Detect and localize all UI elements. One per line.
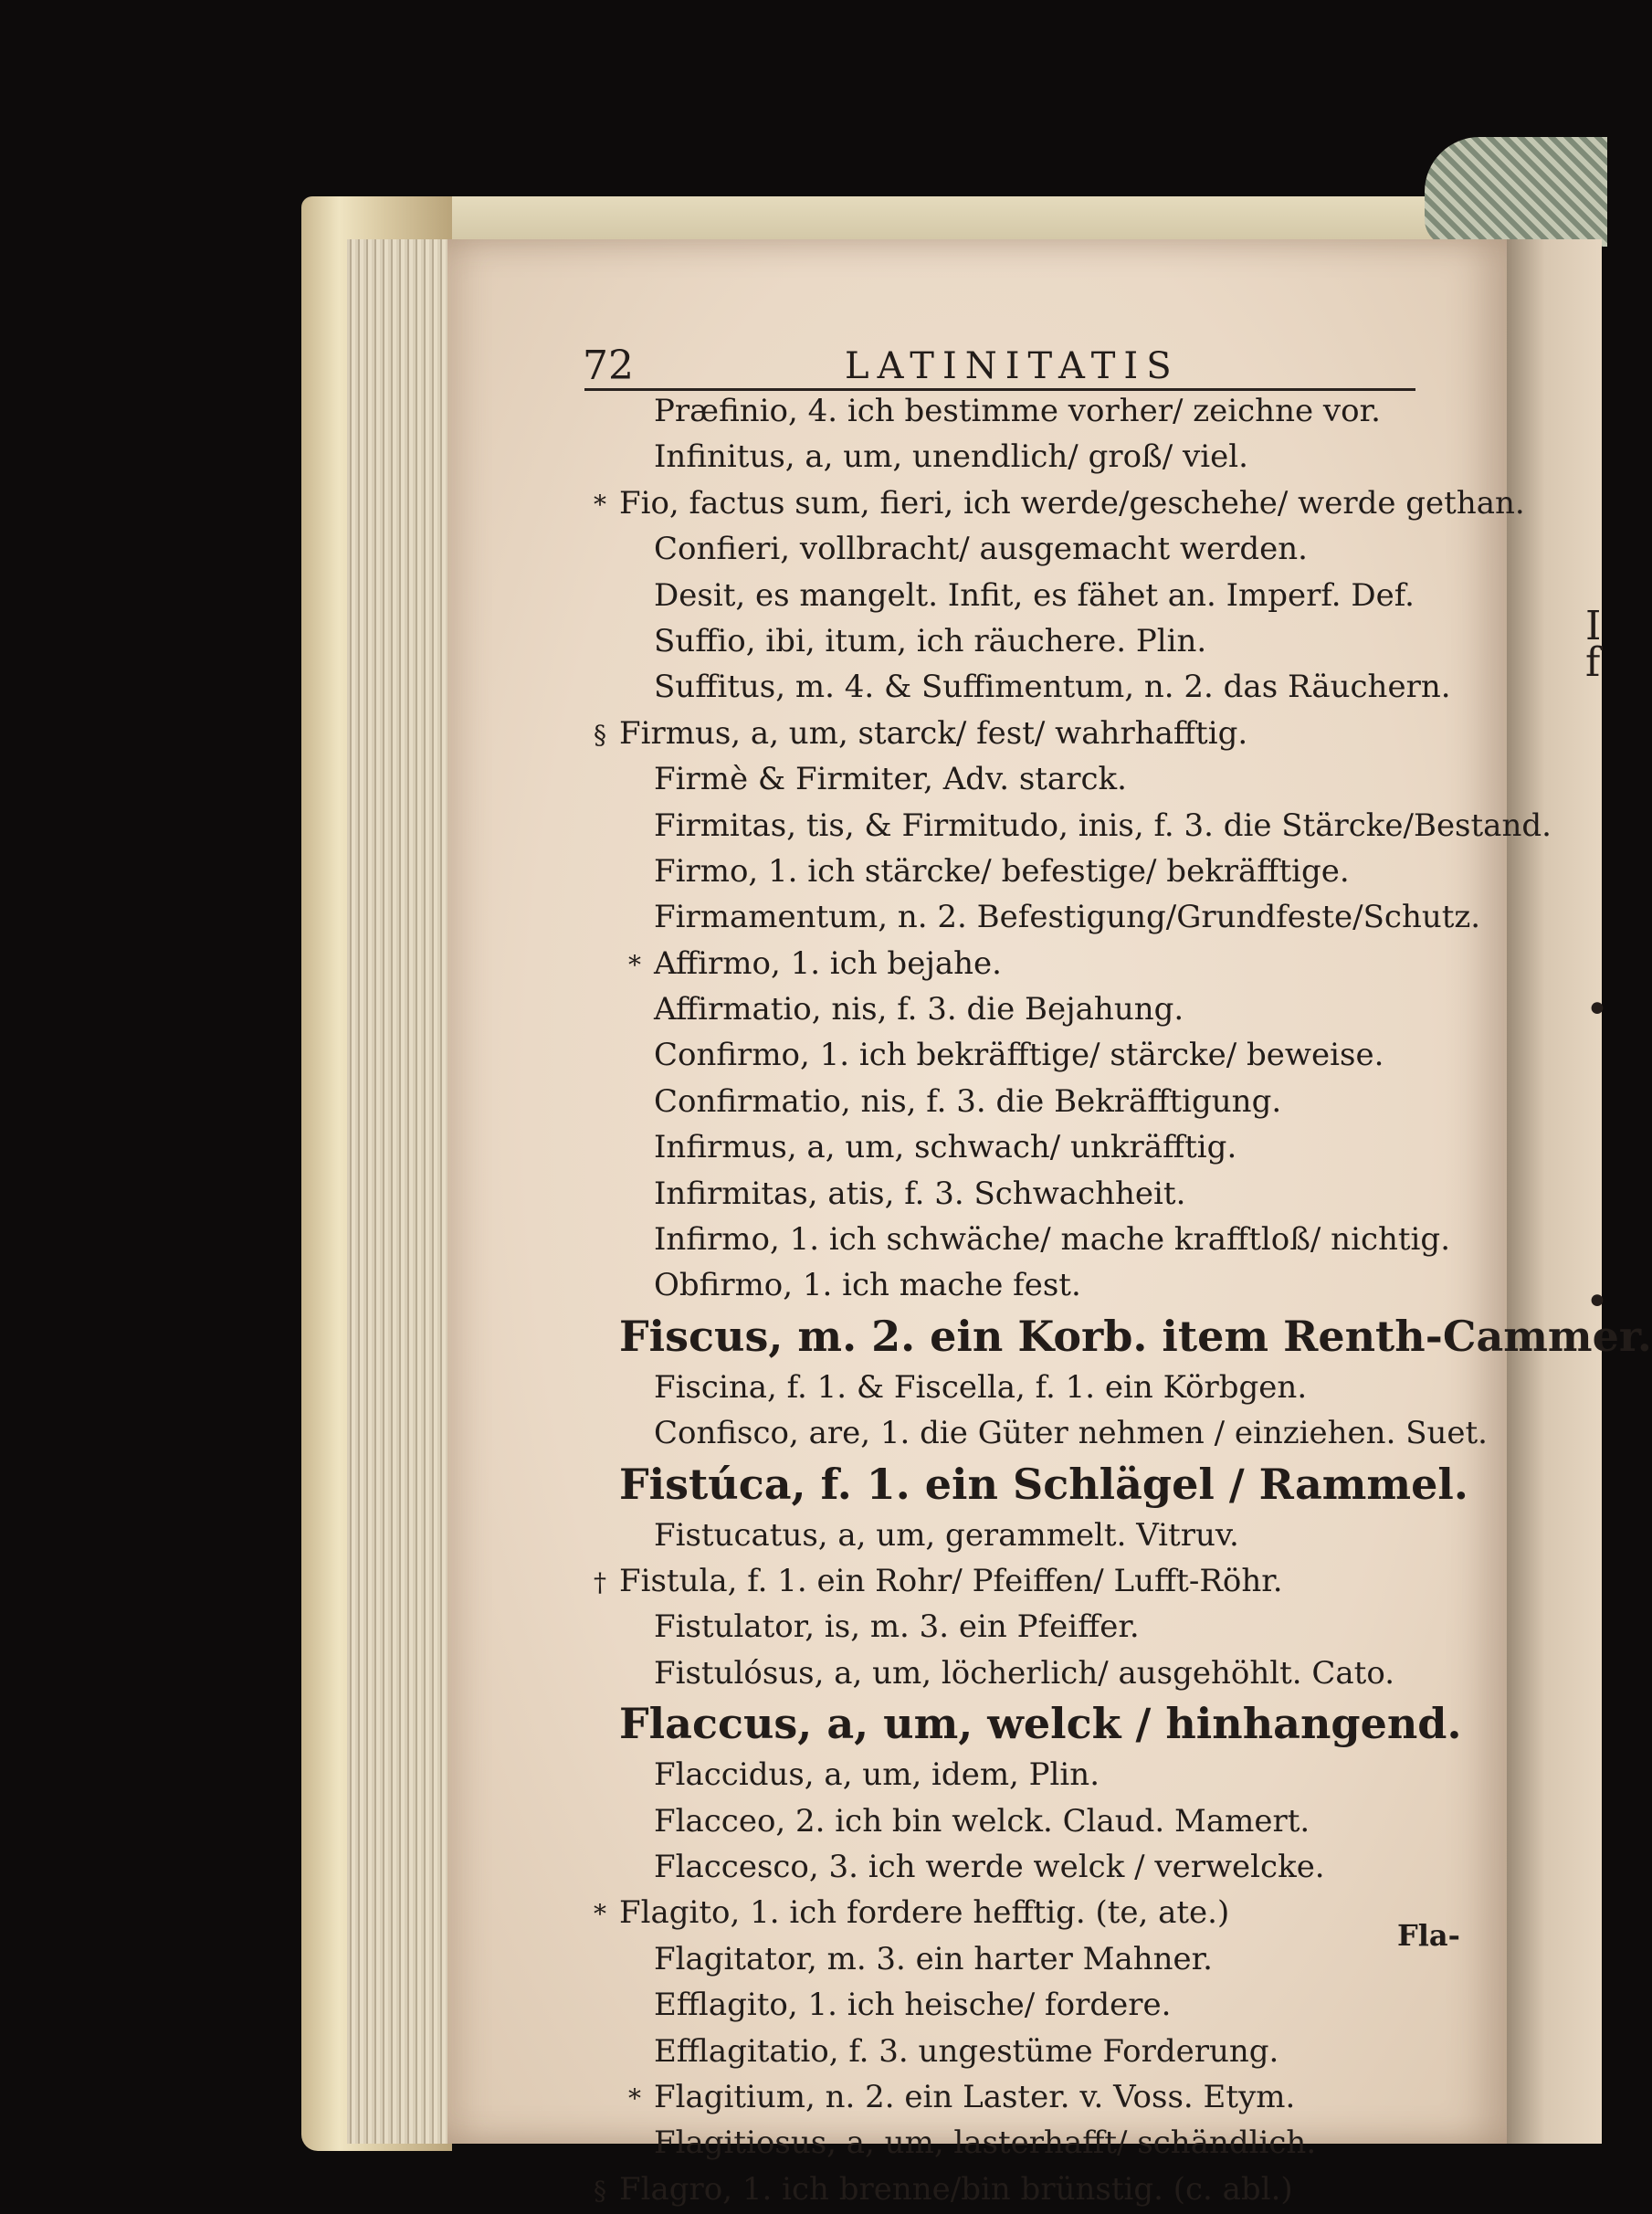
- entry-text: Flagito, 1. ich fordere hefftig. (te, ate.): [619, 1894, 1230, 1932]
- entry-mark: †: [594, 1566, 606, 1597]
- entry-text: Firmo, 1. ich stärcke/ befestige/ bekräfftige.: [654, 852, 1350, 890]
- dictionary-entry: [575, 1844, 1498, 1890]
- dictionary-entry: [575, 1890, 1498, 1935]
- dictionary-entry: [575, 1079, 1498, 1124]
- dictionary-entry: [575, 1752, 1498, 1798]
- dictionary-entry: [575, 1604, 1498, 1650]
- dictionary-entry: [575, 803, 1552, 849]
- entry-text: Affirmatio, nis, f. 3. die Bejahung.: [654, 991, 1184, 1028]
- entry-mark: §: [594, 2175, 606, 2206]
- dictionary-entry: [575, 1032, 1498, 1078]
- entry-text: Flagitator, m. 3. ein harter Mahner.: [654, 1940, 1213, 1977]
- entry-text: Firmitas, tis, & Firmitudo, inis, f. 3. die Stärcke/Bestand.: [654, 807, 1552, 844]
- entry-mark: *: [594, 489, 606, 520]
- dictionary-entry: [575, 2074, 1498, 2120]
- entry-text: Efflagito, 1. ich heische/ fordere.: [654, 1987, 1172, 2024]
- headword-entry: [575, 1309, 1652, 1365]
- entry-text: Confirmatio, nis, f. 3. die Bekräfftigung.: [654, 1082, 1282, 1120]
- entry-text: Fistula, f. 1. ein Rohr/ Pfeiffen/ Lufft-Röhr.: [619, 1562, 1283, 1599]
- dictionary-entry: [575, 1513, 1498, 1558]
- entry-text: Confisco, are, 1. die Güter nehmen / einziehen. Suet.: [654, 1415, 1488, 1452]
- entry-text: Flaccesco, 3. ich werde welck / verwelcke.: [654, 1848, 1325, 1885]
- entry-text: Firmamentum, n. 2. Befestigung/Grundfeste/Schutz.: [654, 899, 1481, 936]
- dictionary-entry: [575, 1410, 1498, 1456]
- headword-entry: [575, 1457, 1498, 1513]
- catchword: Fla-: [1397, 1918, 1460, 1953]
- dictionary-entry: [575, 618, 1498, 664]
- entry-text: Infirmitas, atis, f. 3. Schwachheit.: [654, 1175, 1186, 1212]
- entry-text: Efflagitatio, f. 3. ungestüme Forderung.: [654, 2032, 1279, 2070]
- dictionary-entry: [575, 388, 1498, 434]
- entry-text: Firmus, a, um, starck/ fest/ wahrhafftig.: [619, 714, 1248, 752]
- entry-text: Fistulósus, a, um, löcherlich/ ausgehöhlt. Cato.: [654, 1654, 1395, 1692]
- entry-text: Fiscina, f. 1. & Fiscella, f. 1. ein Körbgen.: [654, 1368, 1308, 1406]
- dictionary-entry: [575, 526, 1498, 572]
- entry-mark: *: [594, 1899, 606, 1930]
- entry-text: Desit, es mangelt. Infit, es fähet an. Imperf. Def.: [654, 576, 1415, 614]
- headword-entry: [575, 1696, 1498, 1752]
- entry-text: Infirmo, 1. ich schwäche/ mache krafftloß/ nichtig.: [654, 1221, 1450, 1259]
- running-head: LATINITATIS: [845, 345, 1180, 387]
- dictionary-entry: [575, 573, 1498, 618]
- entry-text: Fio, factus sum, fieri, ich werde/geschehe/ werde gethan.: [619, 484, 1525, 522]
- entry-text: Flagitiosus, a, um, lasterhafft/ schändlich.: [654, 2124, 1317, 2162]
- dictionary-entry: [575, 1217, 1498, 1262]
- entry-text: Confirmo, 1. ich bekräfftige/ stärcke/ beweise.: [654, 1037, 1384, 1074]
- entry-text: Obfirmo, 1. ich mache fest.: [654, 1267, 1081, 1304]
- dictionary-entry: [575, 1365, 1498, 1410]
- entry-text: Suffitus, m. 4. & Suffimentum, n. 2. das Räuchern.: [654, 669, 1451, 706]
- dictionary-entry: [575, 1124, 1498, 1170]
- dictionary-entry: [575, 1171, 1498, 1217]
- dictionary-entry: [575, 711, 1498, 756]
- dictionary-entry: [575, 2120, 1498, 2166]
- entry-mark: *: [628, 2082, 641, 2114]
- entry-text: Firmè & Firmiter, Adv. starck.: [654, 761, 1127, 798]
- page-stack: [347, 239, 457, 2144]
- entry-text: Infirmus, a, um, schwach/ unkräfftig.: [654, 1129, 1237, 1166]
- entry-text: Flagro, 1. ich brenne/bin brünstig. (c. abl.): [619, 2170, 1293, 2208]
- entry-text: Flaccus, a, um, welck / hinhangend.: [619, 1699, 1462, 1749]
- page-gutter: [1507, 239, 1602, 2144]
- entry-text: Fistulator, is, m. 3. ein Pfeiffer.: [654, 1608, 1140, 1646]
- entry-text: Suffio, ibi, itum, ich räuchere. Plin.: [654, 622, 1207, 659]
- entry-text: Affirmo, 1. ich bejahe.: [654, 944, 1002, 982]
- page-number: 72: [583, 343, 634, 389]
- dictionary-entry: [575, 941, 1498, 986]
- entry-text: Fistucatus, a, um, gerammelt. Vitruv.: [654, 1516, 1239, 1554]
- entry-text: Flagitium, n. 2. ein Laster. v. Voss. Etym.: [654, 2078, 1296, 2115]
- dictionary-entry: [575, 1936, 1498, 1982]
- entry-mark: *: [628, 949, 641, 980]
- entry-text: Flacceo, 2. ich bin welck. Claud. Mamert.: [654, 1802, 1310, 1840]
- dictionary-entry: [575, 2029, 1498, 2074]
- dictionary-entries: [575, 388, 1652, 2212]
- dictionary-entry: [575, 664, 1498, 710]
- dictionary-entry: [575, 894, 1498, 940]
- entry-text: Fistúca, f. 1. ein Schlägel / Rammel.: [619, 1459, 1468, 1509]
- dictionary-entry: [575, 849, 1498, 894]
- dictionary-entry: [575, 986, 1498, 1032]
- dictionary-entry: [575, 2167, 1498, 2212]
- dictionary-entry: [575, 1650, 1498, 1696]
- dictionary-entry: [575, 756, 1498, 802]
- dictionary-entry: [575, 1262, 1498, 1308]
- entry-text: Flaccidus, a, um, idem, Plin.: [654, 1756, 1100, 1794]
- entry-text: Confieri, vollbracht/ ausgemacht werden.: [654, 531, 1308, 568]
- dictionary-entry: [575, 1982, 1498, 2028]
- dictionary-entry: [575, 434, 1498, 480]
- entry-text: Infinitus, a, um, unendlich/ groß/ viel.: [654, 438, 1248, 476]
- ribbon-bookmark: [1425, 137, 1607, 247]
- dictionary-entry: [575, 1558, 1498, 1604]
- dictionary-entry: [575, 1798, 1498, 1844]
- dictionary-entry: [575, 480, 1525, 526]
- entry-mark: §: [594, 719, 606, 750]
- entry-text: Fiscus, m. 2. ein Korb. item Renth-Cammer.: [619, 1311, 1652, 1361]
- entry-text: Præfinio, 4. ich bestimme vorher/ zeichne vor.: [654, 393, 1381, 429]
